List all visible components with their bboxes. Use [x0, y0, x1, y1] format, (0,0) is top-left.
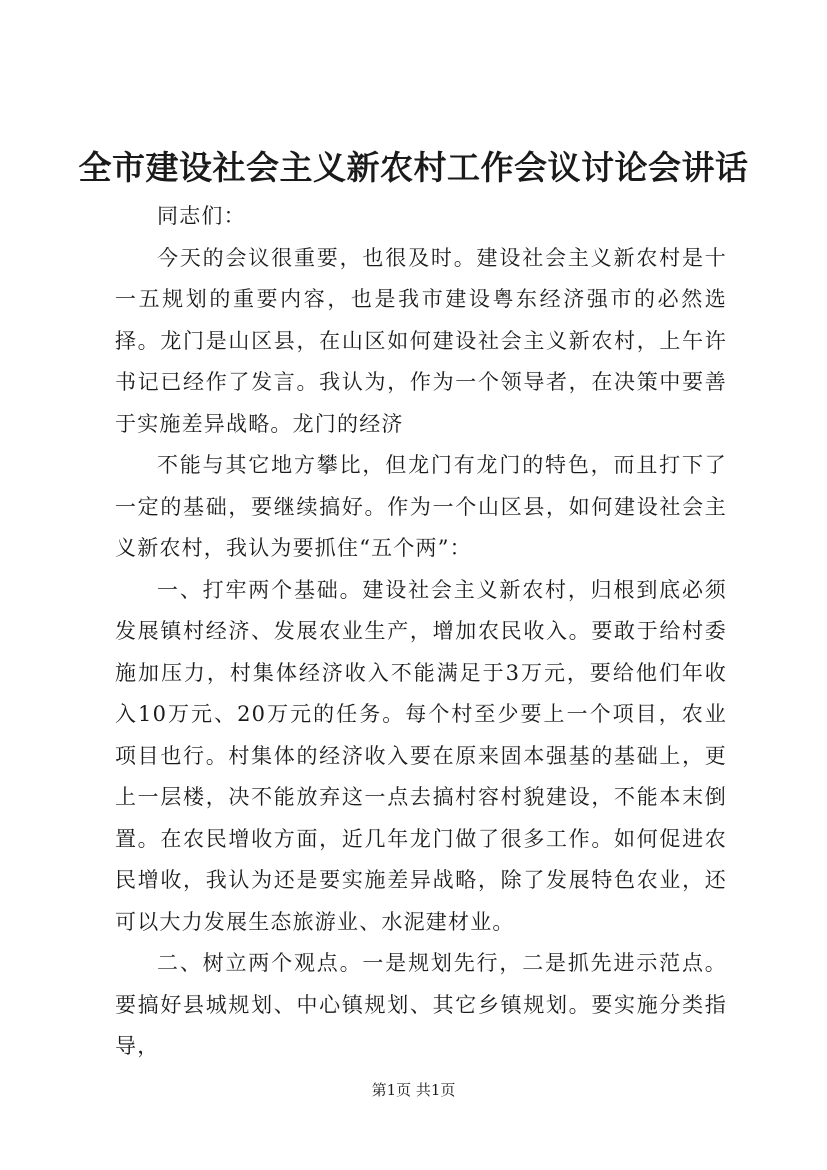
document-body [115, 196, 727, 1068]
page-footer [0, 1080, 827, 1100]
paragraph-intro: 今天的会议很重要，也很及时。建设社会主义新农村是十一五规划的重要内容，也是我市建设粤东经济强市的必然选择。龙门是山区县，在山区如何建设社会主义新农村，上午许书记已经作了发言。我认为，作为一个领导者，在决策中要善于实施差异战略。龙门的经济 [115, 245, 727, 436]
document-title: 全市建设社会主义新农村工作会议讨论会讲话 [78, 148, 749, 187]
paragraph-point-two: 二、树立两个观点。一是规划先行，二是抓先进示范点。要搞好县城规划、中心镇规划、其它乡镇规划。要实施分类指导， [115, 951, 727, 1058]
paragraph-greeting: 同志们： [157, 204, 246, 228]
page-number-label: 第1页 共1页 [371, 1081, 456, 1099]
paragraph-continuation: 不能与其它地方攀比，但龙门有龙门的特色，而且打下了一定的基础，要继续搞好。作为一个山区县，如何建设社会主义新农村，我认为要抓住“五个两”： [115, 453, 727, 560]
paragraph-point-one: 一、打牢两个基础。建设社会主义新农村，归根到底必须发展镇村经济、发展农业生产，增加农民收入。要敢于给村委施加压力，村集体经济收入不能满足于3万元，要给他们年收入10万元、20万元的任务。每个村至少要上一个项目，农业项目也行。村集体的经济收入要在原来固本强基的基础上，更上一层楼，决不能放弃这一点去搞村容村貌建设，不能本末倒置。在农民增收方面，近几年龙门做了很多工作。如何促进农民增收，我认为还是要实施差异战略，除了发展特色农业，还可以大力发展生态旅游业、水泥建材业。 [115, 577, 727, 934]
